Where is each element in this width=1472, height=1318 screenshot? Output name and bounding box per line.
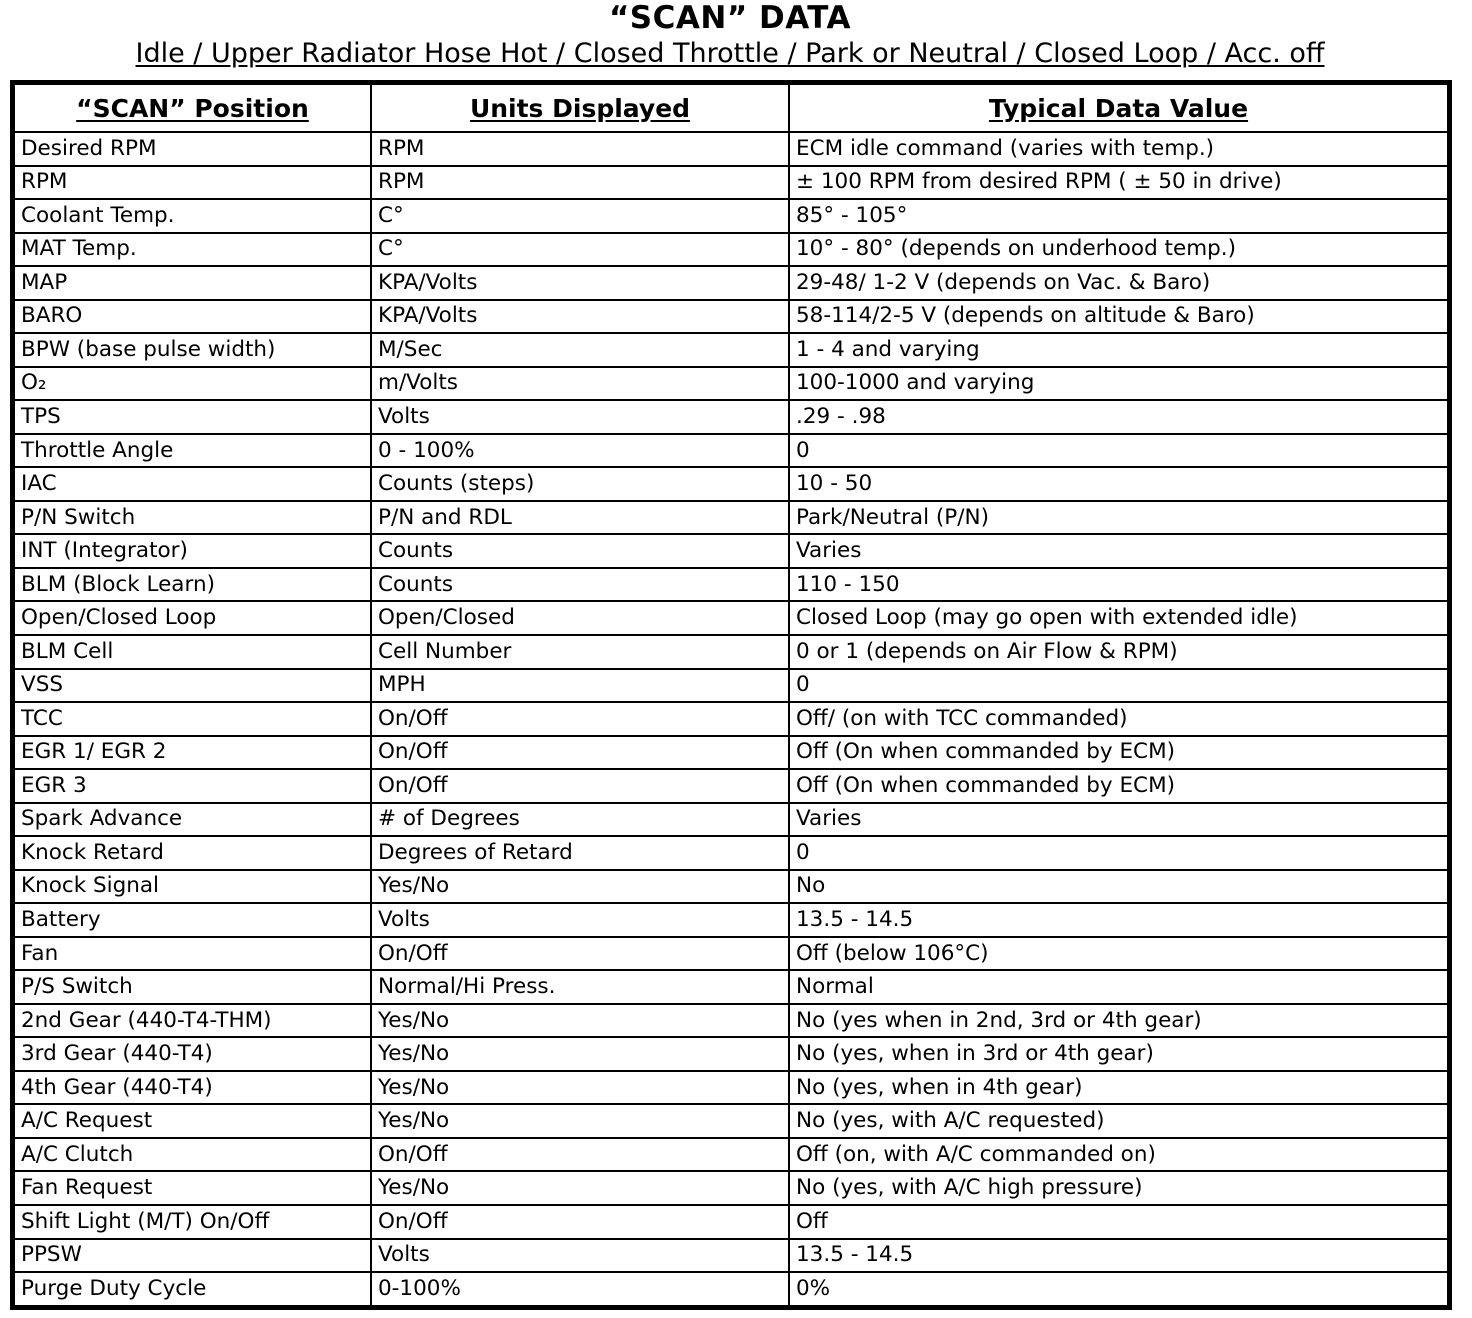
table-row — [14, 870, 1448, 904]
table-row — [14, 333, 1448, 367]
scan-position-cell: Spark Advance — [14, 803, 371, 837]
units-displayed-cell: Yes/No — [371, 1004, 789, 1038]
typical-data-value-cell: 85° - 105° — [789, 199, 1448, 233]
units-displayed-cell: Counts (steps) — [371, 467, 789, 501]
typical-data-value-cell: Off (below 106°C) — [789, 937, 1448, 971]
units-displayed-cell: M/Sec — [371, 333, 789, 367]
column-header-units-displayed: Units Displayed — [371, 84, 789, 132]
scan-position-cell: EGR 3 — [14, 769, 371, 803]
scan-position-cell: IAC — [14, 467, 371, 501]
typical-data-value-cell: No (yes, with A/C requested) — [789, 1104, 1448, 1138]
units-displayed-cell: Volts — [371, 1239, 789, 1273]
typical-data-value-cell: Off (On when commanded by ECM) — [789, 736, 1448, 770]
table-row — [14, 937, 1448, 971]
table-row — [14, 467, 1448, 501]
units-displayed-cell: Yes/No — [371, 1104, 789, 1138]
scan-position-cell: RPM — [14, 166, 371, 200]
typical-data-value-cell: 13.5 - 14.5 — [789, 903, 1448, 937]
table-row — [14, 1138, 1448, 1172]
table-row — [14, 1004, 1448, 1038]
page-title: “SCAN” DATA — [608, 0, 852, 36]
typical-data-value-cell: Normal — [789, 970, 1448, 1004]
typical-data-value-cell: 0 — [789, 434, 1448, 468]
typical-data-value-cell: No — [789, 870, 1448, 904]
units-displayed-cell: Counts — [371, 534, 789, 568]
typical-data-value-cell: .29 - .98 — [789, 400, 1448, 434]
column-header-typical-data-value: Typical Data Value — [789, 84, 1448, 132]
table-row — [14, 1239, 1448, 1273]
table-row — [14, 1272, 1448, 1306]
scan-position-cell: TCC — [14, 702, 371, 736]
units-displayed-cell: On/Off — [371, 1205, 789, 1239]
scan-position-cell: Throttle Angle — [14, 434, 371, 468]
scan-position-cell: Coolant Temp. — [14, 199, 371, 233]
scan-position-cell: Purge Duty Cycle — [14, 1272, 371, 1306]
typical-data-value-cell: 0 or 1 (depends on Air Flow & RPM) — [789, 635, 1448, 669]
units-displayed-cell: On/Off — [371, 1138, 789, 1172]
scan-position-cell: EGR 1/ EGR 2 — [14, 736, 371, 770]
scan-position-cell: BLM Cell — [14, 635, 371, 669]
units-displayed-cell: On/Off — [371, 736, 789, 770]
typical-data-value-cell: ± 100 RPM from desired RPM ( ± 50 in drive) — [789, 166, 1448, 200]
scan-position-cell: P/N Switch — [14, 501, 371, 535]
table-row — [14, 400, 1448, 434]
scan-position-cell: PPSW — [14, 1239, 371, 1273]
scan-data-table — [13, 83, 1449, 1307]
typical-data-value-cell: 29-48/ 1-2 V (depends on Vac. & Baro) — [789, 266, 1448, 300]
units-displayed-cell: KPA/Volts — [371, 300, 789, 334]
units-displayed-cell: 0 - 100% — [371, 434, 789, 468]
typical-data-value-cell: 0% — [789, 1272, 1448, 1306]
scan-position-cell: Desired RPM — [14, 132, 371, 166]
typical-data-value-cell: 13.5 - 14.5 — [789, 1239, 1448, 1273]
typical-data-value-cell: Closed Loop (may go open with extended idle) — [789, 601, 1448, 635]
units-displayed-cell: C° — [371, 233, 789, 267]
table-row — [14, 300, 1448, 334]
scan-position-cell: O₂ — [14, 367, 371, 401]
typical-data-value-cell: No (yes, with A/C high pressure) — [789, 1171, 1448, 1205]
table-row — [14, 501, 1448, 535]
typical-data-value-cell: 0 — [789, 836, 1448, 870]
units-displayed-cell: Volts — [371, 400, 789, 434]
table-row — [14, 1071, 1448, 1105]
typical-data-value-cell: 10 - 50 — [789, 467, 1448, 501]
scan-position-cell: BLM (Block Learn) — [14, 568, 371, 602]
scan-position-cell: 3rd Gear (440-T4) — [14, 1037, 371, 1071]
scan-position-cell: MAT Temp. — [14, 233, 371, 267]
typical-data-value-cell: Park/Neutral (P/N) — [789, 501, 1448, 535]
table-row — [14, 132, 1448, 166]
units-displayed-cell: MPH — [371, 669, 789, 703]
scan-position-cell: 2nd Gear (440-T4-THM) — [14, 1004, 371, 1038]
typical-data-value-cell: No (yes when in 2nd, 3rd or 4th gear) — [789, 1004, 1448, 1038]
scan-position-cell: BARO — [14, 300, 371, 334]
table-row — [14, 266, 1448, 300]
table-row — [14, 1171, 1448, 1205]
typical-data-value-cell: Off (on, with A/C commanded on) — [789, 1138, 1448, 1172]
table-row — [14, 736, 1448, 770]
scan-position-cell: TPS — [14, 400, 371, 434]
table-row — [14, 803, 1448, 837]
units-displayed-cell: Counts — [371, 568, 789, 602]
table-row — [14, 568, 1448, 602]
units-displayed-cell: Volts — [371, 903, 789, 937]
units-displayed-cell: KPA/Volts — [371, 266, 789, 300]
units-displayed-cell: On/Off — [371, 702, 789, 736]
units-displayed-cell: Cell Number — [371, 635, 789, 669]
table-row — [14, 1205, 1448, 1239]
scan-position-cell: A/C Clutch — [14, 1138, 371, 1172]
scan-position-cell: BPW (base pulse width) — [14, 333, 371, 367]
table-row — [14, 836, 1448, 870]
conditions-subtitle: Idle / Upper Radiator Hose Hot / Closed Throttle / Park or Neutral / Closed Loop / Acc. off — [135, 38, 1325, 69]
typical-data-value-cell: No (yes, when in 4th gear) — [789, 1071, 1448, 1105]
units-displayed-cell: Degrees of Retard — [371, 836, 789, 870]
scan-position-cell: Knock Signal — [14, 870, 371, 904]
table-row — [14, 635, 1448, 669]
scan-position-cell: P/S Switch — [14, 970, 371, 1004]
units-displayed-cell: Normal/Hi Press. — [371, 970, 789, 1004]
scan-position-cell: Fan Request — [14, 1171, 371, 1205]
units-displayed-cell: RPM — [371, 166, 789, 200]
scan-position-cell: Fan — [14, 937, 371, 971]
typical-data-value-cell: Off — [789, 1205, 1448, 1239]
typical-data-value-cell: Off (On when commanded by ECM) — [789, 769, 1448, 803]
typical-data-value-cell: No (yes, when in 3rd or 4th gear) — [789, 1037, 1448, 1071]
typical-data-value-cell: 110 - 150 — [789, 568, 1448, 602]
units-displayed-cell: Yes/No — [371, 1171, 789, 1205]
column-header-scan-position: “SCAN” Position — [14, 84, 371, 132]
typical-data-value-cell: Varies — [789, 803, 1448, 837]
typical-data-value-cell: Varies — [789, 534, 1448, 568]
typical-data-value-cell: 10° - 80° (depends on underhood temp.) — [789, 233, 1448, 267]
table-row — [14, 367, 1448, 401]
table-row — [14, 601, 1448, 635]
typical-data-value-cell: 100-1000 and varying — [789, 367, 1448, 401]
table-row — [14, 970, 1448, 1004]
scan-position-cell: VSS — [14, 669, 371, 703]
scan-position-cell: 4th Gear (440-T4) — [14, 1071, 371, 1105]
table-row — [14, 166, 1448, 200]
typical-data-value-cell: 58-114/2-5 V (depends on altitude & Baro) — [789, 300, 1448, 334]
units-displayed-cell: 0-100% — [371, 1272, 789, 1306]
table-row — [14, 903, 1448, 937]
units-displayed-cell: Yes/No — [371, 870, 789, 904]
scan-position-cell: MAP — [14, 266, 371, 300]
typical-data-value-cell: ECM idle command (varies with temp.) — [789, 132, 1448, 166]
units-displayed-cell: On/Off — [371, 937, 789, 971]
scan-position-cell: Knock Retard — [14, 836, 371, 870]
units-displayed-cell: m/Volts — [371, 367, 789, 401]
units-displayed-cell: # of Degrees — [371, 803, 789, 837]
typical-data-value-cell: Off/ (on with TCC commanded) — [789, 702, 1448, 736]
table-header-row — [14, 84, 1448, 132]
table-row — [14, 1037, 1448, 1071]
scan-position-cell: Shift Light (M/T) On/Off — [14, 1205, 371, 1239]
table-row — [14, 769, 1448, 803]
units-displayed-cell: On/Off — [371, 769, 789, 803]
scan-position-cell: INT (Integrator) — [14, 534, 371, 568]
table-body — [14, 132, 1448, 1306]
table-row — [14, 233, 1448, 267]
units-displayed-cell: Open/Closed — [371, 601, 789, 635]
units-displayed-cell: Yes/No — [371, 1037, 789, 1071]
typical-data-value-cell: 0 — [789, 669, 1448, 703]
units-displayed-cell: C° — [371, 199, 789, 233]
table-row — [14, 1104, 1448, 1138]
table-row — [14, 199, 1448, 233]
table-row — [14, 534, 1448, 568]
table-row — [14, 669, 1448, 703]
scan-position-cell: Battery — [14, 903, 371, 937]
scan-position-cell: Open/Closed Loop — [14, 601, 371, 635]
units-displayed-cell: RPM — [371, 132, 789, 166]
units-displayed-cell: P/N and RDL — [371, 501, 789, 535]
table-row — [14, 702, 1448, 736]
scan-position-cell: A/C Request — [14, 1104, 371, 1138]
scan-data-table-container — [10, 80, 1452, 1310]
table-row — [14, 434, 1448, 468]
units-displayed-cell: Yes/No — [371, 1071, 789, 1105]
typical-data-value-cell: 1 - 4 and varying — [789, 333, 1448, 367]
